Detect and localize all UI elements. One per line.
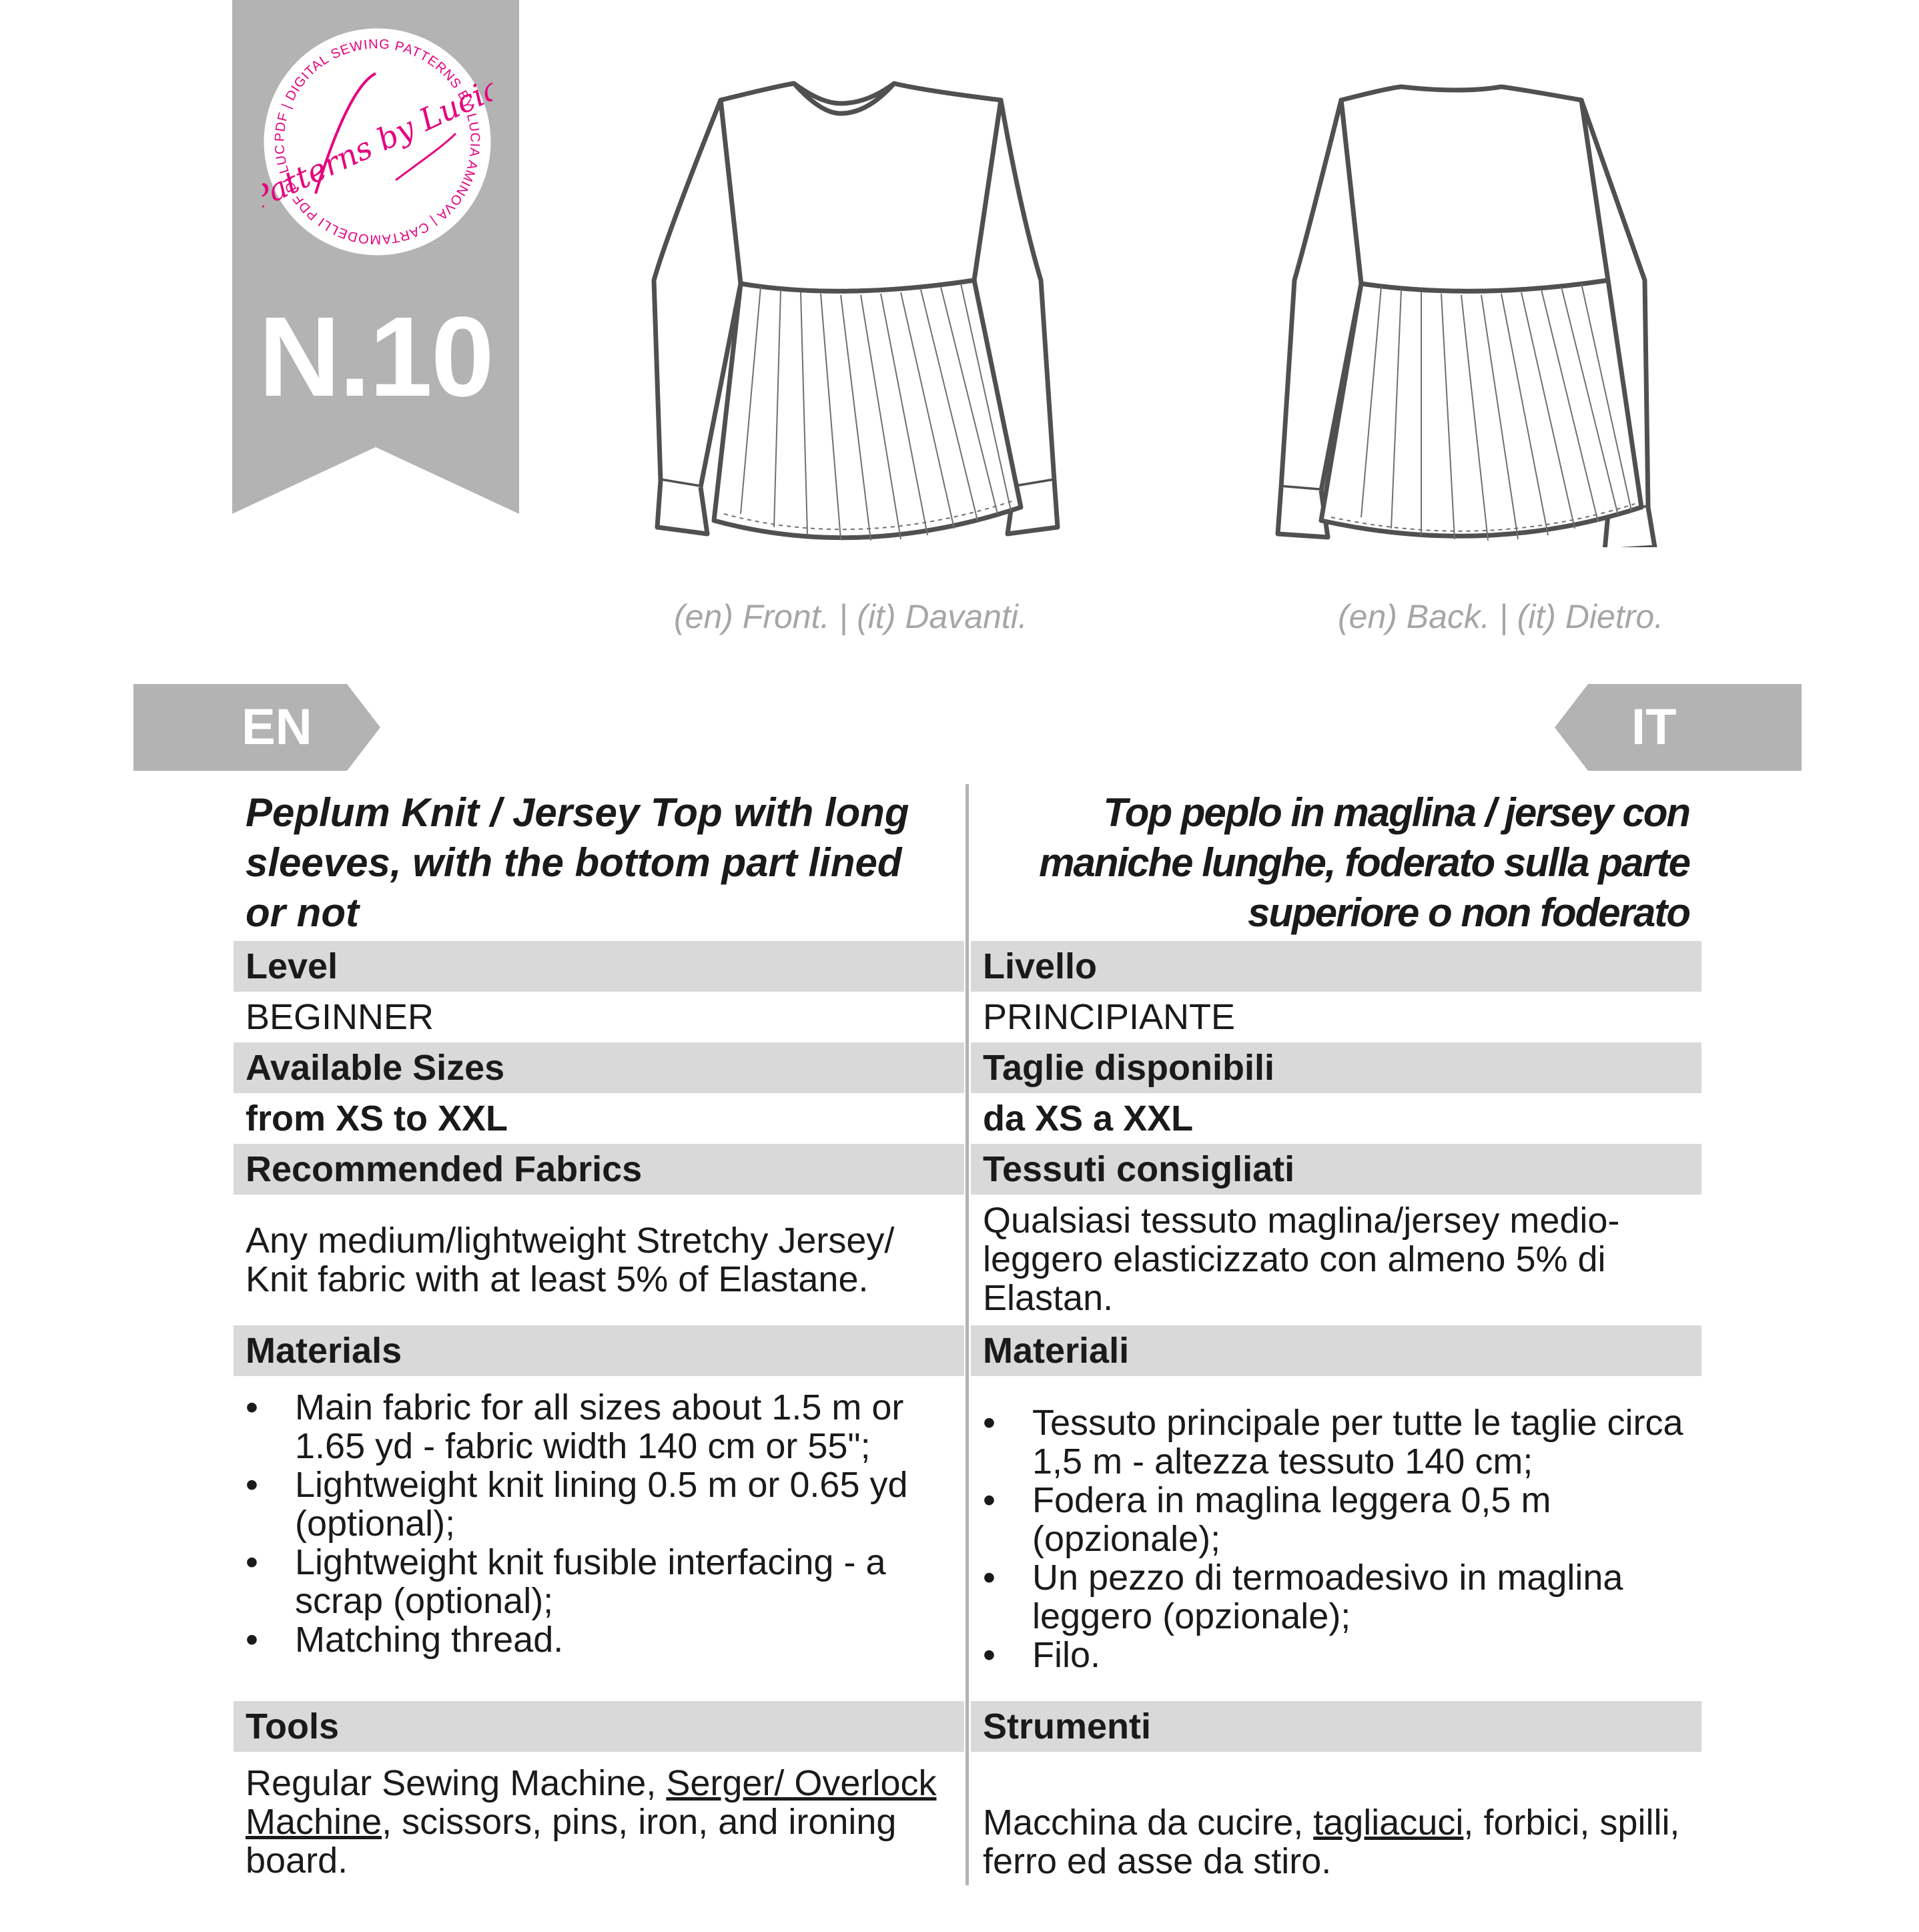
list-item: • Fodera in maglina leggera 0,5 m (opzionale); — [983, 1481, 1689, 1558]
en-level-label: Level — [234, 941, 964, 992]
pattern-number: N.10 — [258, 294, 493, 420]
en-fabrics-value: Any medium/lightweight Stretchy Jersey/ Knit fabric with at least 5% of Elastane. — [246, 1221, 895, 1299]
front-caption: (en) Front. | (it) Davanti. — [674, 598, 1028, 635]
it-title: Top peplo in maglina / jersey con maniche lunghe, foderato sulla parte superiore o non foderato — [1039, 790, 1689, 935]
en-tools-text-end: , scissors, pins, iron, and ironing board. — [246, 1802, 897, 1881]
list-item: • Lightweight knit fusible interfacing - a scrap (optional); — [246, 1543, 952, 1620]
en-materials — [234, 1376, 964, 1701]
it-banner — [1555, 684, 1802, 771]
back-caption: (en) Back. | (it) Dietro. — [1338, 598, 1664, 635]
en-banner-label: EN — [242, 699, 312, 755]
it-level-label: Livello — [971, 941, 1701, 992]
list-item: • Lightweight knit lining 0.5 m or 0.65 yd (optional); — [246, 1466, 952, 1543]
list-item: • Main fabric for all sizes about 1.5 m or 1.65 yd - fabric width 140 cm or 55"; — [246, 1388, 952, 1466]
en-sizes-label: Available Sizes — [234, 1042, 964, 1093]
en-title: Peplum Knit / Jersey Top with long sleeves, with the bottom part lined or not — [246, 790, 909, 935]
it-tools-text-end: , forbici, spilli, ferro ed asse da stiro. — [983, 1803, 1680, 1881]
it-tools-text: Macchina da cucire, — [983, 1803, 1314, 1843]
brand-logo — [262, 27, 492, 257]
list-item: • Un pezzo di termoadesivo in maglina leggero (opzionale); — [983, 1558, 1689, 1636]
italian-column — [971, 787, 1701, 1932]
it-tools — [971, 1752, 1701, 1932]
en-tools-text: Regular Sewing Machine, — [246, 1763, 667, 1803]
en-materials-label: Materials — [234, 1325, 964, 1376]
it-materials — [971, 1376, 1701, 1701]
it-materials-label: Materiali — [971, 1325, 1701, 1376]
en-serger-link[interactable]: Serger/ Overlock Machine — [246, 1763, 937, 1842]
logo-ring-text: PDF | DIGITAL SEWING PATTERNS BY LUCIA AMINOVA | CARTAMODELLI PDF DI LUC — [272, 37, 482, 247]
logo-signature: Patterns by Lucia — [262, 69, 492, 218]
it-serger-link[interactable]: tagliacuci — [1313, 1803, 1464, 1843]
column-divider — [966, 784, 969, 1885]
en-tools — [234, 1752, 964, 1932]
english-column — [234, 787, 964, 1932]
list-item: • Filo. — [983, 1636, 1689, 1674]
it-level-value: PRINCIPIANTE — [983, 997, 1236, 1037]
it-sizes-value: da XS a XXL — [983, 1098, 1194, 1139]
list-item: • Tessuto principale per tutte le taglie circa 1,5 m - altezza tessuto 140 cm; — [983, 1403, 1689, 1481]
it-fabrics-label: Tessuti consigliati — [971, 1144, 1701, 1195]
en-sizes-value: from XS to XXL — [246, 1098, 508, 1139]
list-item: • Matching thread. — [246, 1620, 952, 1659]
it-banner-label: IT — [1631, 699, 1677, 755]
en-level-value: BEGINNER — [246, 997, 434, 1037]
en-tools-label: Tools — [234, 1701, 964, 1752]
front-garment-drawing — [641, 80, 1134, 547]
en-fabrics-label: Recommended Fabrics — [234, 1144, 964, 1195]
it-sizes-label: Taglie disponibili — [971, 1042, 1701, 1093]
it-fabrics-value: Qualsiasi tessuto maglina/jersey medio-leggero elasticizzato con almeno 5% di Elastan. — [983, 1201, 1620, 1318]
back-garment-drawing — [1221, 80, 1715, 547]
it-tools-label: Strumenti — [971, 1701, 1701, 1752]
